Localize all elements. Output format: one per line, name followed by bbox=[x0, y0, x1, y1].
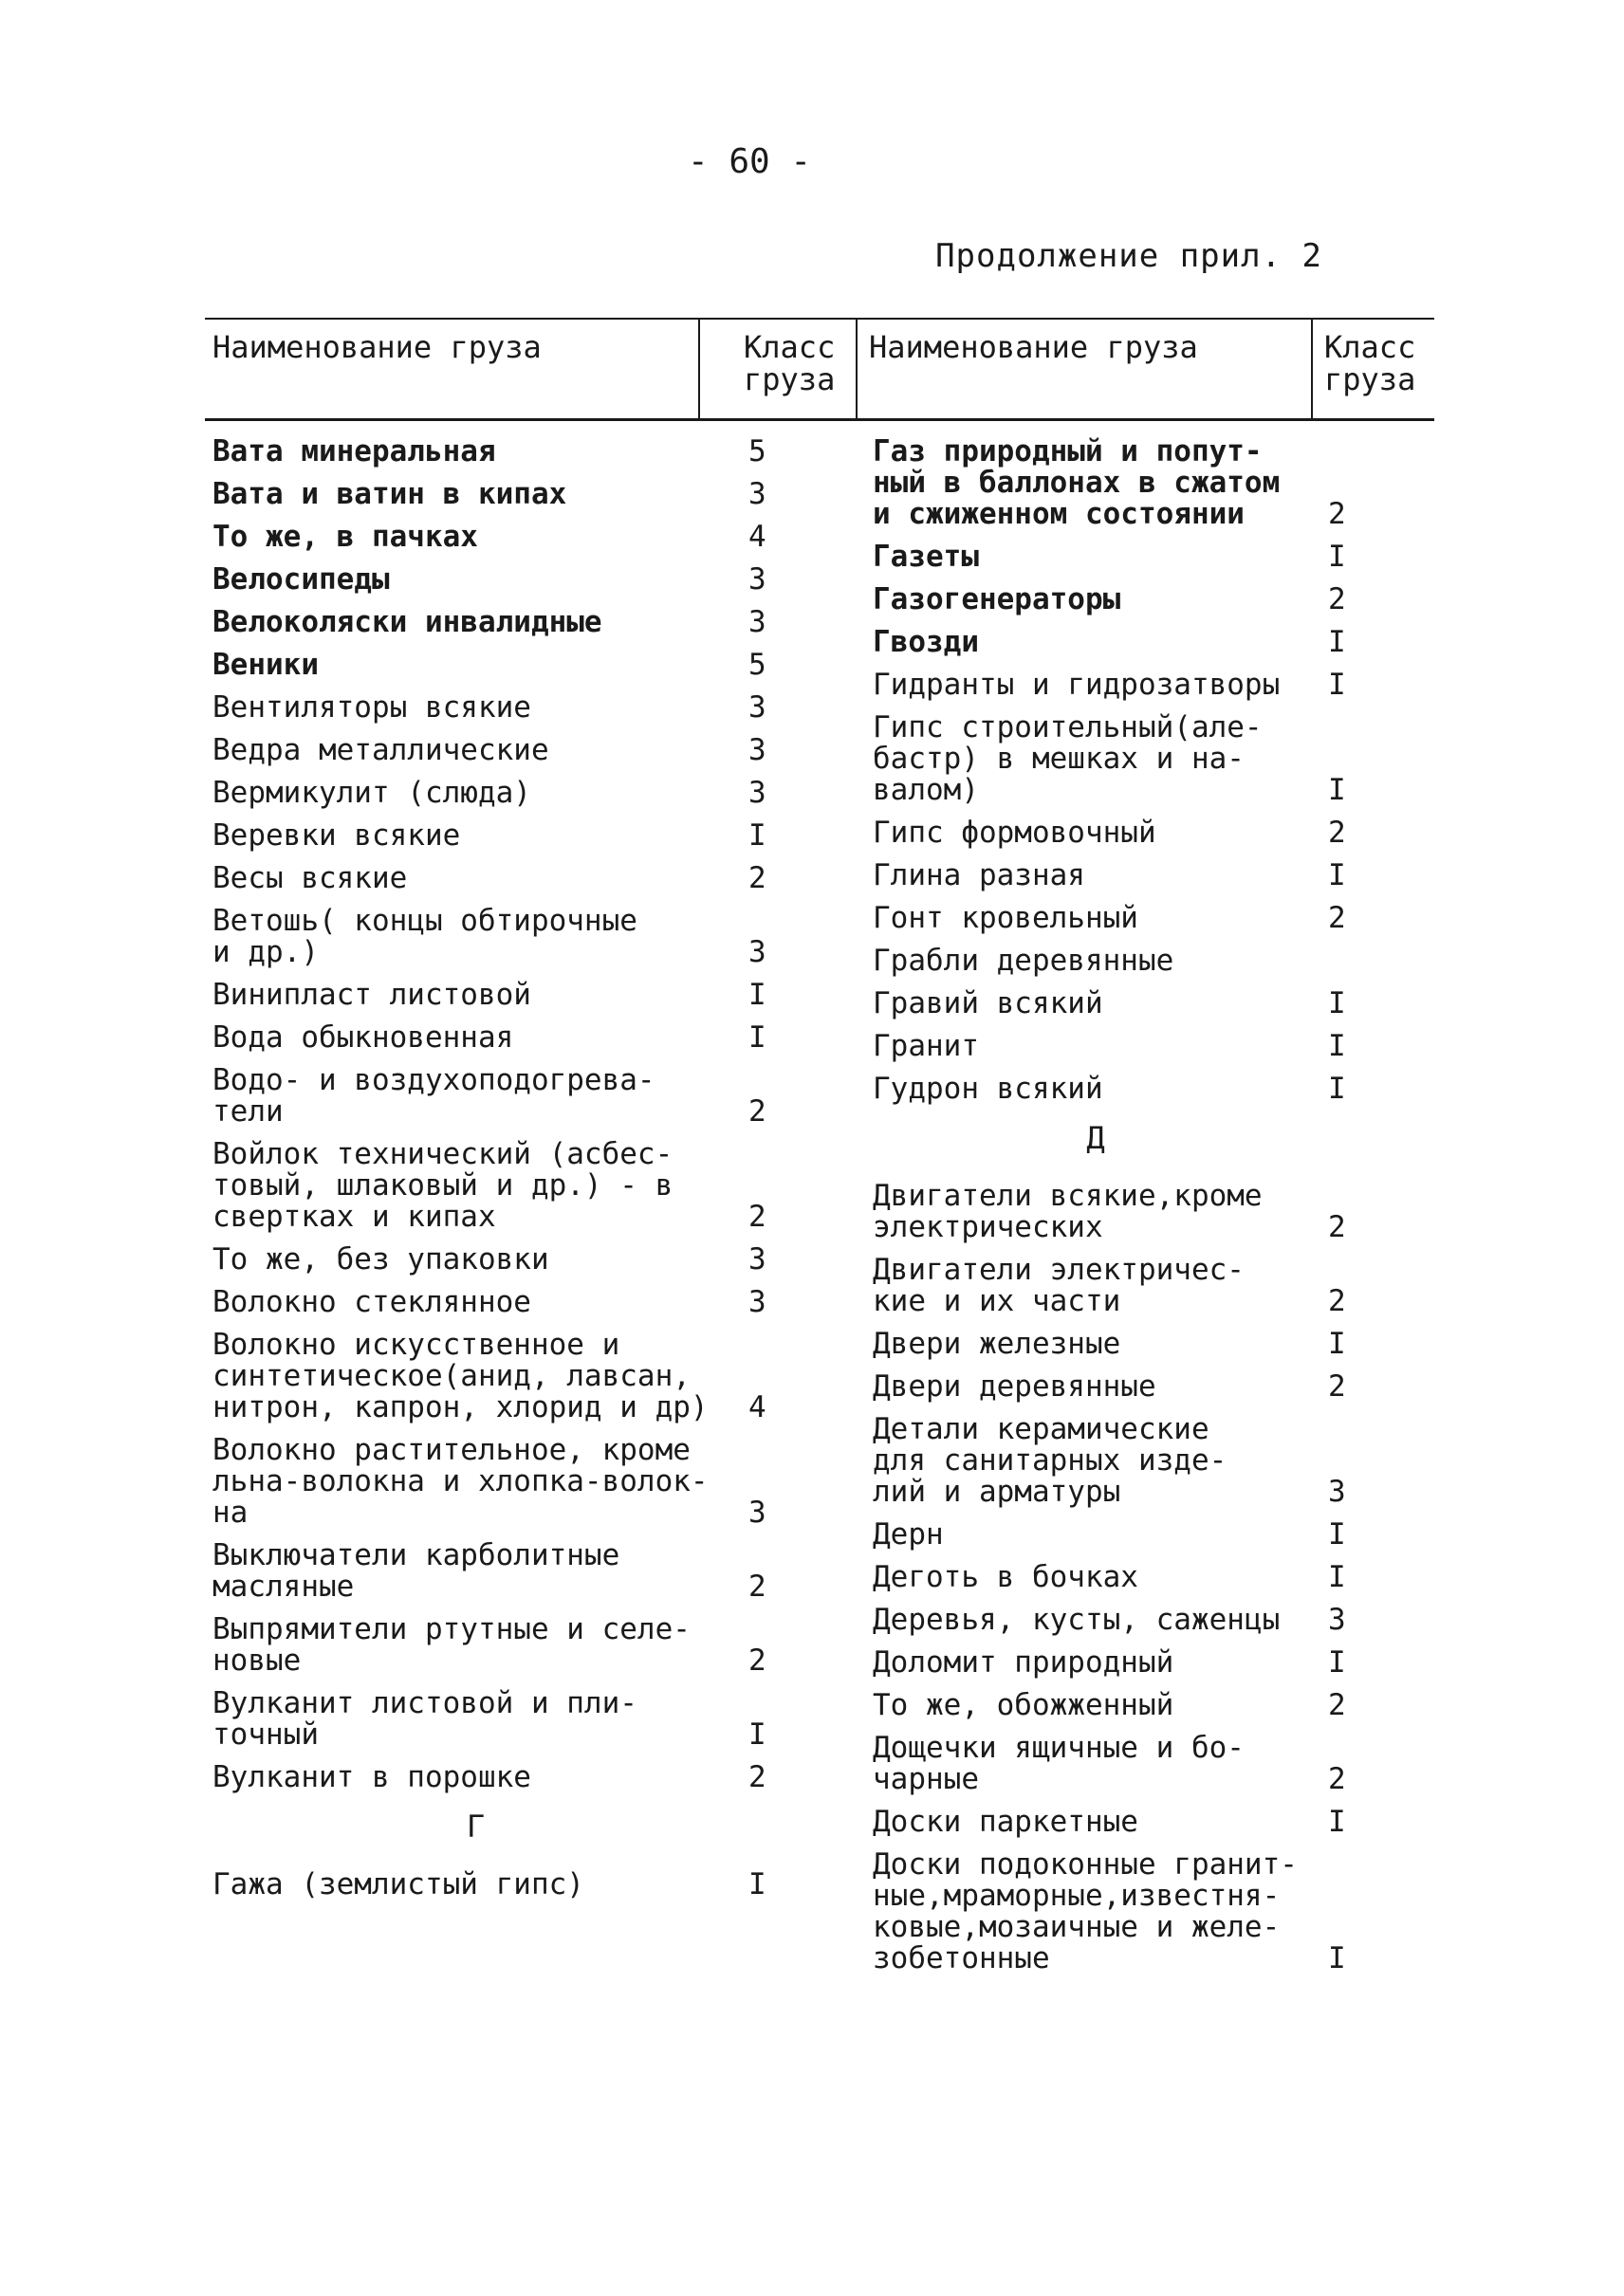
cargo-class: 5 bbox=[748, 648, 766, 682]
cargo-class: 4 bbox=[748, 1390, 766, 1424]
cargo-class: I bbox=[748, 978, 766, 1012]
cargo-class: 2 bbox=[1328, 1762, 1346, 1796]
header-bottom-rule bbox=[205, 418, 1434, 421]
cargo-class: 2 bbox=[748, 1094, 766, 1129]
cargo-class: I bbox=[1328, 540, 1346, 574]
cargo-name: Вулканит листовой и пли- точный bbox=[212, 1686, 637, 1752]
table-row bbox=[873, 903, 1434, 934]
cargo-class: 3 bbox=[748, 477, 766, 511]
cargo-name: Вата минеральная bbox=[212, 434, 496, 468]
table-row bbox=[212, 1540, 867, 1603]
cargo-name: Двери деревянные bbox=[873, 1369, 1156, 1404]
cargo-name: Вентиляторы всякие bbox=[212, 690, 531, 725]
cargo-name: Волокно искусственное и синтетическое(анид, лавсан, нитрон, капрон, хлорид и др) bbox=[212, 1328, 709, 1424]
page-number: - 60 - bbox=[687, 142, 812, 181]
table-row bbox=[212, 1287, 867, 1318]
cargo-name: Винипласт листовой bbox=[212, 978, 531, 1012]
cargo-name: Весы всякие bbox=[212, 861, 408, 895]
cargo-class-table bbox=[205, 318, 1434, 2214]
cargo-name: Веревки всякие bbox=[212, 818, 461, 853]
table-row bbox=[873, 542, 1434, 573]
cargo-class: I bbox=[1328, 773, 1346, 807]
table-row bbox=[873, 817, 1434, 849]
cargo-name: Гажа (землистый гипс) bbox=[212, 1867, 584, 1901]
table-row bbox=[873, 988, 1434, 1019]
cargo-class: 3 bbox=[748, 690, 766, 725]
table-row bbox=[873, 1519, 1434, 1551]
table-row bbox=[873, 712, 1434, 806]
cargo-class: 3 bbox=[748, 562, 766, 597]
cargo-name: Ветошь( концы обтирочные и др.) bbox=[212, 904, 637, 969]
table-row bbox=[873, 1733, 1434, 1795]
cargo-name: Гидранты и гидрозатворы bbox=[873, 668, 1281, 702]
table-row bbox=[873, 1849, 1434, 1975]
table-row bbox=[212, 906, 867, 968]
table-row bbox=[873, 1807, 1434, 1838]
table-row bbox=[212, 735, 867, 766]
cargo-class: I bbox=[1328, 1517, 1346, 1552]
table-row bbox=[873, 1605, 1434, 1636]
table-row bbox=[873, 1414, 1434, 1508]
table-row bbox=[212, 1065, 867, 1128]
cargo-class: I bbox=[1328, 986, 1346, 1020]
table-row bbox=[873, 1371, 1434, 1403]
cargo-class: I bbox=[748, 1717, 766, 1752]
section-letter: Г bbox=[466, 1809, 486, 1845]
cargo-name: Гудрон всякий bbox=[873, 1072, 1103, 1106]
cargo-name: Газ природный и попут- ный в баллонах в сжатом и сжиженном состоянии bbox=[873, 434, 1281, 531]
continuation-label: Продолжение прил. 2 bbox=[935, 237, 1322, 275]
cargo-class: 2 bbox=[748, 1644, 766, 1678]
cargo-name: Волокно стеклянное bbox=[212, 1285, 531, 1319]
cargo-name: Гипс формовочный bbox=[873, 816, 1156, 850]
cargo-class: I bbox=[1328, 1941, 1346, 1975]
cargo-name: То же, в пачках bbox=[212, 520, 478, 554]
table-row bbox=[873, 1181, 1434, 1243]
left-column bbox=[212, 436, 867, 1912]
cargo-class: 2 bbox=[748, 861, 766, 895]
table-row bbox=[212, 607, 867, 638]
cargo-name: Двигатели всякие,кроме электрических bbox=[873, 1179, 1263, 1244]
cargo-name: Вата и ватин в кипах bbox=[212, 477, 567, 511]
cargo-name: Доломит природный bbox=[873, 1645, 1174, 1680]
cargo-class: I bbox=[1328, 1072, 1346, 1106]
cargo-name: Газеты bbox=[873, 540, 979, 574]
header-divider bbox=[856, 318, 858, 420]
cargo-name: Детали керамические для санитарных изде- лий и арматуры bbox=[873, 1412, 1227, 1509]
cargo-name: Дерн bbox=[873, 1517, 944, 1552]
cargo-class: I bbox=[748, 1867, 766, 1901]
cargo-class: 3 bbox=[748, 733, 766, 767]
cargo-name: Вода обыкновенная bbox=[212, 1020, 514, 1055]
table-row bbox=[212, 436, 867, 468]
cargo-class: I bbox=[1328, 1645, 1346, 1680]
cargo-class: 3 bbox=[748, 1242, 766, 1277]
cargo-name: Велоколяски инвалидные bbox=[212, 605, 602, 639]
cargo-class: I bbox=[1328, 858, 1346, 892]
header-cargo-name-right: Наименование груза bbox=[869, 329, 1198, 365]
table-row bbox=[212, 820, 867, 852]
right-column bbox=[873, 436, 1434, 1986]
table-row bbox=[212, 1139, 867, 1233]
cargo-name: Доски подоконные гранит- ные,мраморные,известня- ковые,мозаичные и желе- зобетонные bbox=[873, 1847, 1298, 1975]
cargo-class: 2 bbox=[1328, 1688, 1346, 1722]
cargo-class: 4 bbox=[748, 520, 766, 554]
cargo-name: Гипс строительный(але- бастр) в мешках и на- валом) bbox=[873, 710, 1263, 807]
table-row bbox=[212, 1244, 867, 1276]
cargo-class: I bbox=[748, 818, 766, 853]
cargo-class: 3 bbox=[1328, 1475, 1346, 1509]
cargo-class: 2 bbox=[1328, 582, 1346, 616]
table-row bbox=[873, 436, 1434, 530]
table-row bbox=[212, 863, 867, 894]
cargo-name: Войлок технический (асбес- товый, шлаковый и др.) - в свертках и кипах bbox=[212, 1137, 674, 1234]
cargo-class: 3 bbox=[1328, 1603, 1346, 1637]
table-row bbox=[873, 1031, 1434, 1062]
cargo-class: 3 bbox=[748, 935, 766, 969]
table-row bbox=[873, 860, 1434, 891]
cargo-name: Деготь в бочках bbox=[873, 1560, 1138, 1594]
cargo-name: То же, без упаковки bbox=[212, 1242, 549, 1277]
cargo-name: Веники bbox=[212, 648, 319, 682]
cargo-class: I bbox=[1328, 1327, 1346, 1361]
header-cargo-name-left: Наименование груза bbox=[212, 329, 542, 365]
table-row bbox=[212, 522, 867, 553]
table-row bbox=[212, 980, 867, 1011]
cargo-name: Газогенераторы bbox=[873, 582, 1121, 616]
cargo-class: 2 bbox=[748, 1760, 766, 1794]
table-row bbox=[873, 946, 1434, 977]
cargo-class: 2 bbox=[1328, 497, 1346, 531]
table-row bbox=[873, 1647, 1434, 1679]
cargo-class: 5 bbox=[748, 434, 766, 468]
cargo-class: 2 bbox=[748, 1570, 766, 1604]
cargo-name: Двери железные bbox=[873, 1327, 1121, 1361]
table-row bbox=[212, 1869, 867, 1901]
cargo-name: То же, обожженный bbox=[873, 1688, 1174, 1722]
cargo-name: Грабли деревянные bbox=[873, 944, 1174, 978]
table-row bbox=[212, 1762, 867, 1793]
header-cargo-class-right: Класс груза bbox=[1324, 329, 1416, 397]
cargo-class: 2 bbox=[1328, 816, 1346, 850]
table-row bbox=[212, 1435, 867, 1529]
cargo-class: I bbox=[1328, 1029, 1346, 1063]
table-row bbox=[212, 1614, 867, 1677]
cargo-class: 2 bbox=[1328, 1369, 1346, 1404]
cargo-name: Волокно растительное, кроме льна-волокна и хлопка-волок- на bbox=[212, 1433, 709, 1530]
cargo-name: Выключатели карболитные масляные bbox=[212, 1538, 620, 1604]
header-cargo-class-left: Класс груза bbox=[744, 329, 836, 397]
table-row bbox=[873, 627, 1434, 658]
cargo-name: Вулканит в порошке bbox=[212, 1760, 531, 1794]
cargo-class: 2 bbox=[1328, 1284, 1346, 1318]
table-row bbox=[873, 670, 1434, 701]
cargo-name: Гонт кровельный bbox=[873, 901, 1138, 935]
table-row bbox=[873, 1329, 1434, 1360]
cargo-class: I bbox=[1328, 668, 1346, 702]
cargo-class: 2 bbox=[1328, 1210, 1346, 1244]
table-row bbox=[212, 1022, 867, 1054]
cargo-class: I bbox=[1328, 1560, 1346, 1594]
table-top-rule bbox=[205, 318, 1434, 320]
table-row bbox=[212, 650, 867, 681]
table-row bbox=[873, 584, 1434, 615]
cargo-class: 2 bbox=[1328, 901, 1346, 935]
table-row bbox=[212, 1330, 867, 1424]
table-row bbox=[873, 1690, 1434, 1721]
table-row bbox=[873, 1255, 1434, 1317]
cargo-name: Выпрямители ртутные и селе- новые bbox=[212, 1612, 691, 1678]
cargo-name: Гранит bbox=[873, 1029, 979, 1063]
cargo-name: Деревья, кусты, саженцы bbox=[873, 1603, 1281, 1637]
cargo-name: Велосипеды bbox=[212, 562, 390, 597]
header-divider bbox=[1311, 318, 1313, 420]
cargo-name: Ведра металлические bbox=[212, 733, 549, 767]
table-row bbox=[873, 1074, 1434, 1105]
table-row bbox=[212, 1688, 867, 1751]
cargo-name: Вермикулит (слюда) bbox=[212, 776, 531, 810]
table-row bbox=[212, 692, 867, 724]
cargo-name: Доски паркетные bbox=[873, 1805, 1138, 1839]
cargo-class: I bbox=[748, 1020, 766, 1055]
cargo-class: 3 bbox=[748, 776, 766, 810]
header-divider bbox=[698, 318, 700, 420]
table-row bbox=[212, 564, 867, 596]
cargo-class: 2 bbox=[748, 1200, 766, 1234]
table-row bbox=[873, 1562, 1434, 1593]
cargo-class: 3 bbox=[748, 605, 766, 639]
section-letter: Д bbox=[1086, 1120, 1105, 1156]
cargo-name: Двигатели электричес- кие и их части bbox=[873, 1253, 1245, 1318]
cargo-name: Глина разная bbox=[873, 858, 1085, 892]
cargo-class: 3 bbox=[748, 1285, 766, 1319]
cargo-class: 3 bbox=[748, 1496, 766, 1530]
cargo-name: Гвозди bbox=[873, 625, 979, 659]
cargo-name: Водо- и воздухоподогрева- тели bbox=[212, 1063, 655, 1129]
cargo-class: I bbox=[1328, 625, 1346, 659]
cargo-name: Дощечки ящичные и бо- чарные bbox=[873, 1731, 1245, 1796]
table-row bbox=[212, 778, 867, 809]
cargo-class: I bbox=[1328, 1805, 1346, 1839]
table-row bbox=[212, 479, 867, 510]
cargo-name: Гравий всякий bbox=[873, 986, 1103, 1020]
